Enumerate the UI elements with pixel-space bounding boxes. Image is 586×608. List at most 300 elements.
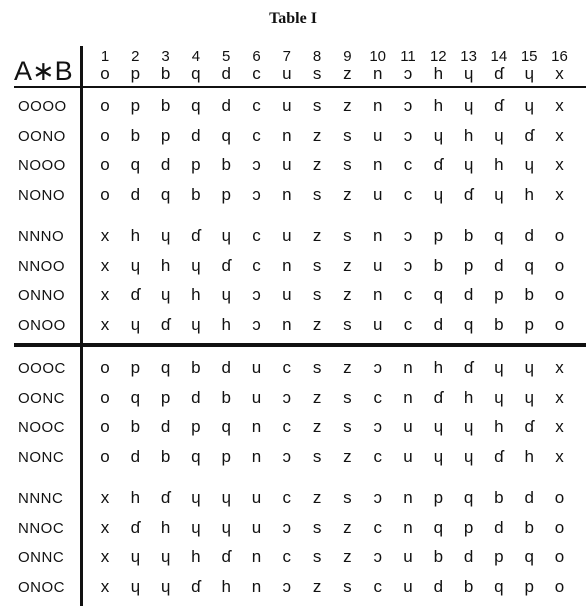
- table-cell: s: [312, 547, 322, 566]
- row-label: NNNO: [18, 228, 65, 245]
- table-cell: z: [312, 576, 322, 596]
- table-cell: q: [130, 155, 141, 174]
- column-number: 2: [131, 48, 140, 65]
- table-cell: ɥ: [160, 576, 171, 596]
- column-number: 11: [400, 48, 416, 65]
- table-cell: b: [160, 446, 171, 466]
- table-cell: o: [554, 488, 565, 507]
- table-cell: u: [403, 576, 413, 596]
- table-cell: u: [251, 358, 262, 377]
- table-cell: d: [221, 358, 231, 377]
- table-cell: ɥ: [433, 417, 444, 436]
- table-cell: s: [343, 226, 352, 245]
- table-cell: n: [251, 576, 262, 596]
- table-cell: ɔ: [252, 314, 261, 334]
- table-cell: ɔ: [282, 517, 292, 537]
- table-cell: h: [524, 446, 534, 466]
- table-cell: b: [433, 255, 444, 275]
- table-cell: q: [191, 446, 201, 466]
- table-cell: c: [373, 576, 382, 596]
- table-cell: n: [403, 387, 413, 407]
- table-cell: o: [554, 285, 565, 304]
- table-cell: h: [494, 417, 504, 436]
- table-cell: p: [130, 358, 141, 377]
- table-cell: x: [100, 576, 110, 596]
- column-number: 3: [161, 48, 170, 65]
- table-cell: s: [343, 576, 352, 596]
- header-symbol: q: [191, 64, 201, 83]
- table-cell: o: [100, 184, 110, 204]
- table-cell: c: [373, 446, 382, 466]
- table-cell: c: [282, 488, 292, 507]
- table-cell: d: [130, 446, 141, 466]
- table-cell: ɥ: [191, 255, 201, 275]
- table-cell: h: [221, 576, 231, 596]
- header-symbol: h: [433, 64, 444, 83]
- table-cell: ɔ: [282, 446, 292, 466]
- table-cell: u: [372, 314, 383, 334]
- table-cell: d: [433, 576, 444, 596]
- table-cell: n: [282, 255, 292, 275]
- table-cell: ɥ: [160, 226, 171, 245]
- table-cell: n: [251, 446, 262, 466]
- table-cell: ɗ: [433, 155, 444, 174]
- table-cell: p: [130, 96, 141, 115]
- table-cell: n: [282, 125, 292, 145]
- table-cell: u: [282, 155, 292, 174]
- table-cell: b: [221, 155, 231, 174]
- table-cell: ɥ: [494, 125, 504, 145]
- table-cell: h: [433, 96, 444, 115]
- row-label: ONOO: [18, 316, 66, 334]
- table-cell: p: [160, 125, 171, 145]
- table-cell: o: [554, 576, 565, 596]
- table-cell: q: [160, 358, 171, 377]
- header-symbol: ɥ: [463, 64, 474, 83]
- table-cell: p: [524, 314, 534, 334]
- table-cell: h: [160, 255, 171, 275]
- table-cell: ɥ: [463, 417, 474, 436]
- table-cell: ɥ: [221, 226, 231, 245]
- table-cell: o: [554, 255, 565, 275]
- table-cell: s: [343, 314, 352, 334]
- table-cell: ɔ: [282, 387, 292, 407]
- table-cell: u: [403, 547, 413, 566]
- table-cell: s: [312, 517, 322, 537]
- table-cell: ɥ: [130, 576, 141, 596]
- table-cell: p: [191, 155, 201, 174]
- table-cell: h: [191, 547, 201, 566]
- header-symbol: p: [130, 64, 141, 83]
- header-symbol: u: [282, 64, 292, 83]
- table-title: Table I: [269, 10, 317, 27]
- table-cell: q: [160, 184, 171, 204]
- row-label: ONOC: [18, 578, 65, 596]
- column-number: 8: [312, 48, 322, 65]
- table-cell: n: [282, 314, 292, 334]
- table-cell: h: [463, 125, 474, 145]
- table-cell: p: [221, 446, 231, 466]
- row-label: NNOC: [18, 519, 65, 537]
- row-label: ONNO: [18, 287, 65, 304]
- table-cell: c: [403, 285, 413, 304]
- table-cell: h: [524, 184, 534, 204]
- table-cell: b: [191, 184, 201, 204]
- table-cell: x: [100, 488, 110, 507]
- table-cell: u: [403, 417, 413, 436]
- table-cell: ɥ: [191, 314, 201, 334]
- table-cell: s: [343, 417, 352, 436]
- column-number: 6: [252, 48, 261, 65]
- table-cell: d: [191, 387, 201, 407]
- table-cell: o: [100, 446, 110, 466]
- column-number: 10: [369, 48, 387, 65]
- table-cell: h: [160, 517, 171, 537]
- table-cell: h: [433, 358, 444, 377]
- table-cell: ɥ: [433, 446, 444, 466]
- table-cell: ɔ: [403, 96, 413, 115]
- column-number: 4: [191, 48, 201, 65]
- table-cell: ɗ: [191, 226, 201, 245]
- table-cell: ɔ: [403, 125, 413, 145]
- table-cell: o: [554, 547, 565, 566]
- table-cell: ɔ: [373, 417, 382, 436]
- header-symbol: o: [100, 64, 110, 83]
- table-cell: d: [463, 547, 474, 566]
- row-label: NONO: [18, 186, 65, 204]
- table-cell: ɗ: [524, 417, 534, 436]
- table-cell: ɔ: [373, 547, 382, 566]
- table-cell: x: [100, 517, 110, 537]
- table-cell: z: [343, 285, 352, 304]
- table-cell: n: [282, 184, 292, 204]
- table-cell: ɥ: [494, 358, 504, 377]
- table-cell: o: [554, 517, 565, 537]
- table-cell: o: [100, 155, 110, 174]
- table-cell: p: [524, 576, 534, 596]
- table-cell: ɥ: [524, 387, 534, 407]
- header-symbol: x: [555, 64, 564, 83]
- table-cell: ɥ: [524, 155, 534, 174]
- row-label: OOOO: [18, 98, 67, 115]
- table-cell: ɥ: [494, 387, 504, 407]
- table-cell: h: [221, 314, 231, 334]
- column-number: 16: [551, 48, 568, 65]
- table-cell: q: [433, 285, 444, 304]
- table-cell: ɗ: [433, 387, 444, 407]
- table-cell: s: [312, 96, 322, 115]
- table-cell: q: [463, 488, 474, 507]
- table-cell: u: [282, 285, 292, 304]
- table-cell: o: [100, 387, 110, 407]
- corner-label: A∗B: [14, 56, 73, 86]
- table-cell: ɥ: [463, 155, 474, 174]
- table-cell: h: [130, 488, 141, 507]
- table-cell: ɗ: [524, 125, 534, 145]
- row-label: NOOC: [18, 419, 65, 436]
- table-cell: p: [433, 488, 444, 507]
- table-cell: n: [372, 285, 383, 304]
- row-label: OOOC: [18, 360, 66, 377]
- table-cell: ɥ: [524, 96, 534, 115]
- table-cell: q: [524, 255, 534, 275]
- table-cell: n: [403, 358, 413, 377]
- column-number: 5: [222, 48, 231, 65]
- table-cell: ɔ: [403, 226, 413, 245]
- table-cell: x: [555, 184, 564, 204]
- table-cell: s: [343, 155, 352, 174]
- table-cell: s: [312, 358, 322, 377]
- table-cell: ɗ: [221, 255, 231, 275]
- table-cell: x: [100, 226, 110, 245]
- column-number: 13: [460, 48, 477, 65]
- table-cell: s: [312, 285, 322, 304]
- header-symbol: ɗ: [494, 64, 504, 83]
- table-cell: c: [252, 255, 261, 275]
- table-cell: q: [433, 517, 444, 537]
- table-cell: q: [494, 576, 504, 596]
- table-cell: b: [433, 547, 444, 566]
- table-cell: z: [312, 417, 322, 436]
- table-cell: z: [312, 125, 322, 145]
- table-cell: ɔ: [403, 255, 413, 275]
- row-label: ONNC: [18, 549, 65, 566]
- table-cell: c: [282, 358, 292, 377]
- table-cell: p: [433, 226, 444, 245]
- row-label: NOOO: [18, 157, 66, 174]
- table-cell: n: [372, 155, 383, 174]
- table-cell: u: [251, 517, 262, 537]
- table-cell: u: [372, 125, 383, 145]
- table-cell: h: [494, 155, 504, 174]
- table-cell: c: [373, 387, 382, 407]
- table-cell: p: [494, 285, 504, 304]
- table-cell: c: [282, 417, 292, 436]
- table-cell: p: [463, 517, 474, 537]
- table-cell: d: [191, 125, 201, 145]
- table-cell: h: [191, 285, 201, 304]
- table-cell: ɥ: [221, 285, 231, 304]
- header-symbol: ɔ: [403, 64, 413, 83]
- table-cell: ɥ: [160, 547, 171, 566]
- table-cell: q: [191, 96, 201, 115]
- table-cell: c: [252, 96, 261, 115]
- header-symbol: z: [343, 64, 352, 83]
- column-number: 7: [282, 48, 291, 65]
- table-cell: ɥ: [160, 285, 171, 304]
- table-cell: x: [100, 547, 110, 566]
- table-cell: n: [403, 517, 413, 537]
- table-cell: ɥ: [494, 184, 504, 204]
- table-cell: ɥ: [191, 517, 201, 537]
- table-cell: ɥ: [130, 255, 141, 275]
- table-cell: b: [130, 417, 141, 436]
- table-cell: b: [494, 314, 504, 334]
- header-divider: [14, 86, 586, 88]
- table-cell: n: [403, 488, 413, 507]
- table-cell: c: [252, 125, 261, 145]
- table-cell: d: [221, 96, 231, 115]
- table-cell: z: [312, 387, 322, 407]
- table-cell: u: [372, 255, 383, 275]
- table-cell: ɔ: [373, 358, 382, 377]
- table-cell: z: [312, 314, 322, 334]
- table-cell: ɔ: [282, 576, 292, 596]
- table-cell: c: [282, 547, 292, 566]
- table-cell: s: [343, 488, 352, 507]
- table-cell: q: [494, 226, 504, 245]
- table-cell: b: [524, 285, 534, 304]
- table-cell: c: [252, 226, 261, 245]
- header-symbol: d: [221, 64, 231, 83]
- table-cell: ɔ: [373, 488, 382, 507]
- table-cell: d: [524, 488, 534, 507]
- table-cell: c: [403, 314, 413, 334]
- table-cell: b: [130, 125, 141, 145]
- table-cell: x: [555, 446, 564, 466]
- table-cell: ɥ: [433, 184, 444, 204]
- table-cell: n: [372, 226, 383, 245]
- table-cell: ɔ: [252, 155, 261, 174]
- table-cell: ɥ: [221, 488, 231, 507]
- row-label: OONO: [18, 127, 66, 145]
- table-cell: ɗ: [160, 314, 171, 334]
- table-cell: o: [100, 96, 110, 115]
- table-cell: b: [463, 226, 474, 245]
- table-cell: ɗ: [463, 184, 474, 204]
- table-cell: ɗ: [221, 547, 231, 566]
- table-cell: u: [251, 488, 262, 507]
- table-cell: d: [494, 255, 504, 275]
- table-cell: o: [100, 417, 110, 436]
- table-cell: u: [282, 226, 292, 245]
- table-cell: o: [100, 358, 110, 377]
- table-cell: c: [403, 155, 413, 174]
- table-cell: x: [555, 96, 564, 115]
- column-number: 15: [520, 48, 538, 65]
- table-cell: b: [463, 576, 474, 596]
- table-cell: p: [160, 387, 171, 407]
- table-cell: z: [343, 184, 352, 204]
- table-cell: x: [100, 314, 110, 334]
- row-label: NNNC: [18, 490, 64, 507]
- row-label: OONC: [18, 389, 65, 407]
- table-cell: h: [130, 226, 141, 245]
- table-cell: b: [524, 517, 534, 537]
- table-cell: ɥ: [463, 96, 474, 115]
- table-cell: z: [343, 358, 352, 377]
- table-cell: p: [494, 547, 504, 566]
- table-cell: c: [403, 184, 413, 204]
- table-cell: n: [372, 96, 383, 115]
- table-cell: s: [343, 125, 352, 145]
- header-symbol: b: [160, 64, 171, 83]
- column-number: 1: [100, 48, 110, 65]
- table-cell: q: [221, 417, 231, 436]
- table-cell: z: [343, 255, 352, 275]
- table-cell: d: [494, 517, 504, 537]
- header-symbol: ɥ: [524, 64, 534, 83]
- table-cell: ɥ: [191, 488, 201, 507]
- table-cell: ɥ: [221, 517, 231, 537]
- table-cell: ɥ: [463, 446, 474, 466]
- column-number: 12: [429, 48, 447, 65]
- table-cell: ɥ: [524, 358, 534, 377]
- column-number: 9: [343, 48, 352, 65]
- table-cell: u: [372, 184, 383, 204]
- table-cell: x: [555, 387, 564, 407]
- table-cell: z: [343, 547, 352, 566]
- table-cell: q: [221, 125, 231, 145]
- table-cell: n: [251, 417, 262, 436]
- table-cell: x: [555, 358, 564, 377]
- table-cell: q: [524, 547, 534, 566]
- table-cell: b: [191, 358, 201, 377]
- row-label: NNOO: [18, 257, 65, 275]
- table-cell: ɥ: [433, 125, 444, 145]
- table-cell: o: [554, 314, 565, 334]
- table-cell: ɗ: [191, 576, 201, 596]
- table-cell: x: [555, 125, 564, 145]
- table-cell: b: [221, 387, 231, 407]
- table-cell: q: [130, 387, 141, 407]
- table-cell: ɥ: [130, 547, 141, 566]
- table-cell: ɗ: [130, 517, 141, 537]
- table-cell: ɔ: [252, 285, 261, 304]
- table-cell: p: [221, 184, 231, 204]
- table-cell: ɔ: [252, 184, 261, 204]
- table-cell: z: [343, 517, 352, 537]
- table-cell: ɗ: [494, 446, 504, 466]
- table-cell: z: [343, 446, 352, 466]
- table-cell: d: [433, 314, 444, 334]
- header-symbol: c: [252, 64, 261, 83]
- table-cell: z: [343, 96, 352, 115]
- table-cell: u: [403, 446, 413, 466]
- table-cell: u: [251, 387, 262, 407]
- row-label: NONC: [18, 448, 65, 466]
- table-cell: d: [130, 184, 141, 204]
- table-cell: p: [463, 255, 474, 275]
- block-divider: [14, 343, 586, 347]
- table-cell: ɗ: [160, 488, 171, 507]
- table-cell: o: [554, 226, 565, 245]
- header-symbol: s: [312, 64, 322, 83]
- table-cell: c: [373, 517, 382, 537]
- table-cell: n: [251, 547, 262, 566]
- table-cell: x: [100, 285, 110, 304]
- table-cell: ɗ: [130, 285, 141, 304]
- table-cell: z: [312, 226, 322, 245]
- table-cell: h: [463, 387, 474, 407]
- table-cell: z: [312, 155, 322, 174]
- table-cell: x: [555, 155, 564, 174]
- table-cell: x: [100, 255, 110, 275]
- table-cell: p: [191, 417, 201, 436]
- table-cell: u: [282, 96, 292, 115]
- table-cell: d: [160, 155, 171, 174]
- table-cell: s: [312, 446, 322, 466]
- header-symbol: n: [372, 64, 383, 83]
- column-number: 14: [490, 48, 508, 65]
- table-cell: ɥ: [130, 314, 141, 334]
- table-cell: x: [555, 417, 564, 436]
- table-cell: d: [160, 417, 171, 436]
- table-cell: o: [100, 125, 110, 145]
- table-cell: ɗ: [463, 358, 474, 377]
- table-cell: s: [343, 387, 352, 407]
- table-cell: q: [463, 314, 474, 334]
